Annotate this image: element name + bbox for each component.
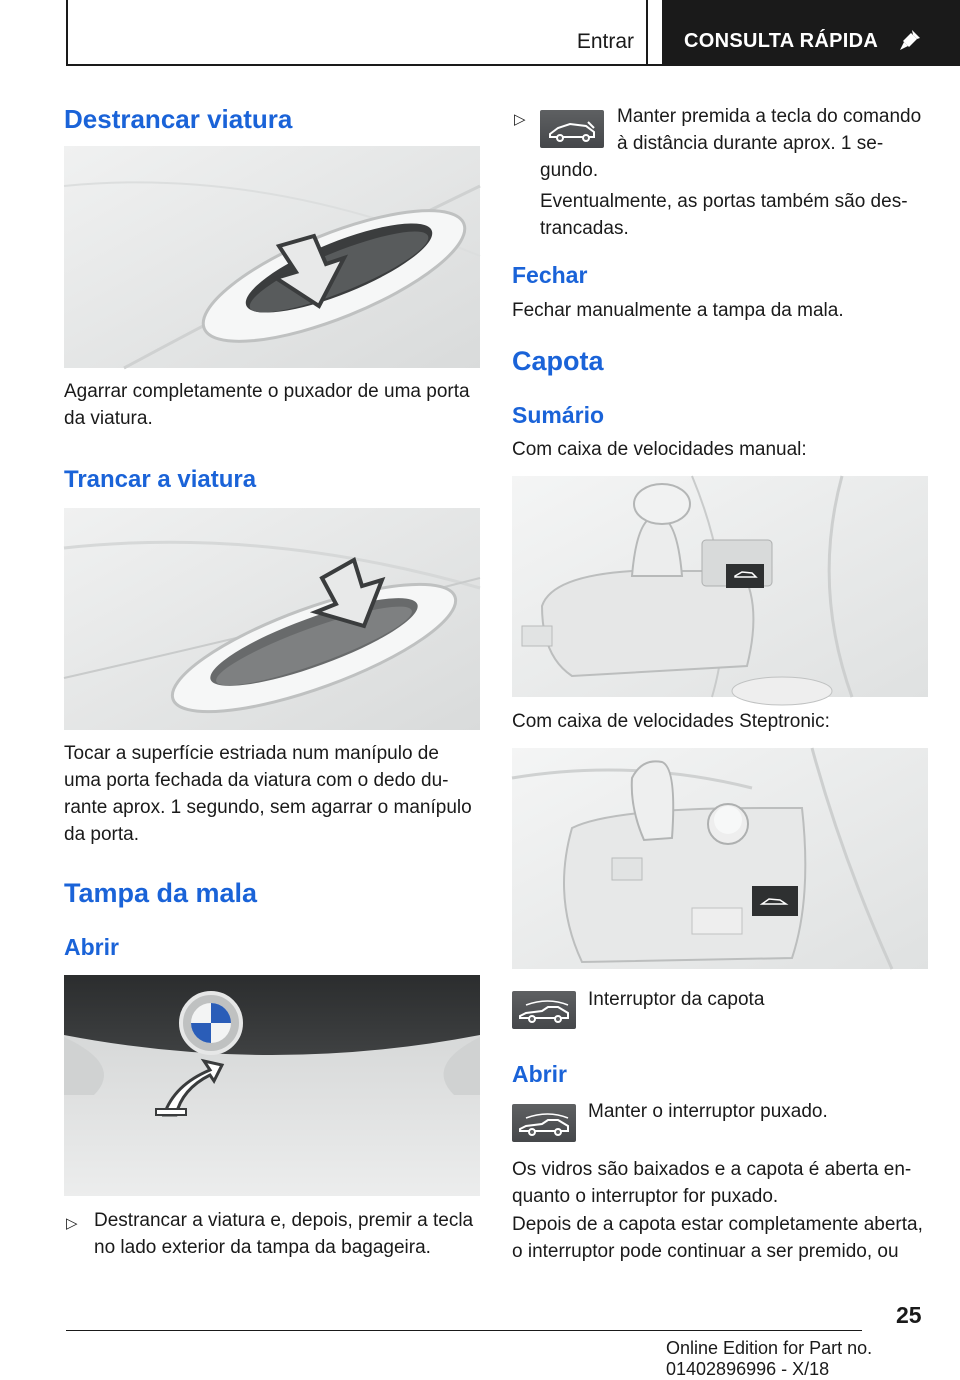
photo-steptronic-console [512, 748, 928, 969]
text-depois: Depois de a capota estar completamente aberta, o interruptor pode continuar a ser premido, ou [512, 1214, 923, 1262]
heading-sumario: Sumário [512, 402, 605, 428]
tab-consulta-rapida[interactable] [662, 0, 960, 66]
photo-door-handle-lock [64, 508, 480, 730]
convertible-top-icon [512, 1104, 576, 1142]
heading-tampa-da-mala: Tampa da mala [64, 878, 258, 908]
text-manter-puxado: Manter o interruptor puxado. [588, 1101, 828, 1122]
car-trunk-icon [540, 110, 604, 148]
text-fechar: Fechar manualmente a tampa da mala. [512, 300, 844, 321]
text-caixa-steptronic: Com caixa de velocidades Steptronic: [512, 711, 830, 732]
heading-abrir-left: Abrir [64, 934, 119, 960]
text-caixa-manual: Com caixa de velocidades manual: [512, 439, 807, 460]
photo-door-handle-unlock [64, 146, 480, 368]
bullet-marker: ▷ [66, 1215, 78, 1232]
heading-trancar: Trancar a viatura [64, 466, 257, 493]
page-number: 25 [896, 1302, 922, 1328]
footer-divider [66, 1330, 862, 1331]
text-bullet-abrir: Destrancar a viatura e, depois, premir a tecla no lado exterior da tampa da bagageira. [94, 1210, 474, 1258]
tab-entrar-label: Entrar [576, 30, 634, 53]
photo-trunk-lid-button [64, 975, 480, 1196]
heading-destrancar: Destrancar viatura [64, 104, 293, 134]
heading-fechar: Fechar [512, 262, 588, 288]
tab-entrar[interactable] [66, 0, 648, 66]
text-destrancar: Agarrar completamente o puxador de uma porta da viatura. [64, 381, 470, 429]
text-vidros: Os vidros são baixados e a capota é aberta en-quanto o interruptor for puxado. [512, 1159, 912, 1207]
text-eventualmente: Eventualmente, as portas também são des-trancadas. [540, 191, 908, 239]
photo-manual-gearbox-console [512, 476, 928, 697]
text-interruptor-capota: Interruptor da capota [588, 989, 765, 1010]
footer-edition: Online Edition for Part no. 01402896996 - X/18 [666, 1338, 873, 1379]
quick-reference-icon [898, 28, 922, 52]
text-bullet-manter: Manter premida a tecla do comando à distância durante aprox. 1 se- [617, 106, 922, 154]
tab-consulta-label: CONSULTA RÁPIDA [684, 30, 879, 52]
convertible-top-icon [512, 991, 576, 1029]
header-divider [66, 64, 960, 66]
heading-abrir-right: Abrir [512, 1061, 567, 1087]
heading-capota: Capota [512, 346, 604, 376]
text-bullet-manter-cont: gundo. [540, 160, 599, 181]
bullet-marker: ▷ [514, 111, 526, 128]
text-trancar: Tocar a superfície estriada num manípulo de uma porta fechada da viatura com o dedo du-rante aprox. 1 segundo, sem agarrar o manípulo da porta. [64, 743, 472, 845]
